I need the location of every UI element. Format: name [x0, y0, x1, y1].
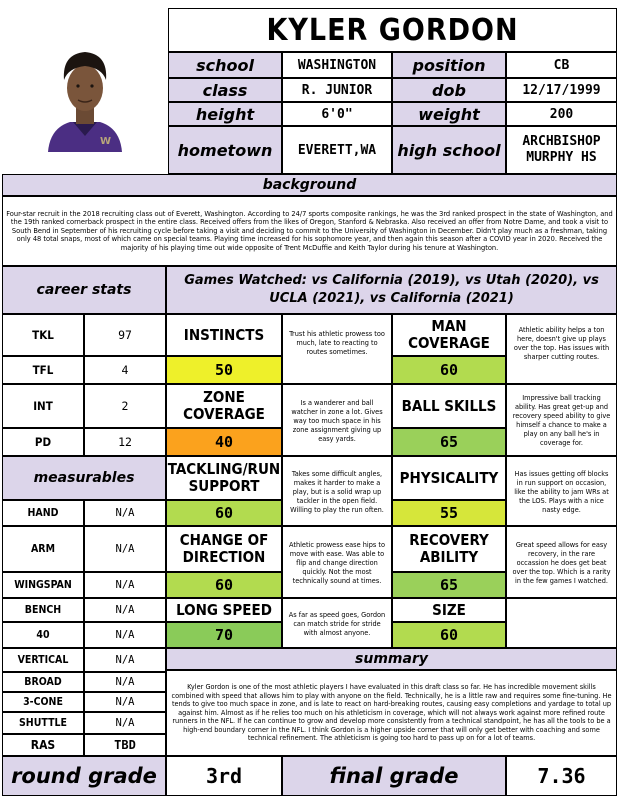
hometown-label: hometown [168, 126, 282, 174]
stat-label: TKL [2, 314, 84, 356]
trait-name: PHYSICALITY [392, 456, 506, 500]
player-photo [40, 40, 130, 152]
trait-name: MAN COVERAGE [392, 314, 506, 356]
measurable-value: N/A [84, 572, 166, 598]
school-label: school [168, 52, 282, 78]
trait-score: 60 [166, 500, 282, 526]
measurable-label: 40 [2, 622, 84, 648]
measurable-value: N/A [84, 526, 166, 572]
stat-value: 2 [84, 384, 166, 428]
class-label: class [168, 78, 282, 102]
class-value: R. JUNIOR [282, 78, 392, 102]
measurable-value: N/A [84, 598, 166, 622]
measurable-label: ARM [2, 526, 84, 572]
trait-note: Takes some difficult angles, makes it harder to make a play, but is a solid wrap up tackler in the open field. Willing to play the run often. [282, 456, 392, 526]
school-value: WASHINGTON [282, 52, 392, 78]
measurable-value: N/A [84, 672, 166, 692]
trait-score: 50 [166, 356, 282, 384]
height-value: 6'0" [282, 102, 392, 126]
trait-note: As far as speed goes, Gordon can match stride for stride with almost anyone. [282, 598, 392, 648]
trait-note [506, 598, 617, 648]
svg-text:W: W [100, 136, 112, 147]
measurable-value: N/A [84, 500, 166, 526]
dob-label: dob [392, 78, 506, 102]
height-label: height [168, 102, 282, 126]
trait-score: 60 [166, 572, 282, 598]
trait-score: 60 [392, 356, 506, 384]
summary-text: Kyler Gordon is one of the most athletic players I have evaluated in this draft class so far. He has incredible movement skills combined with speed that allows him to play with anyone on the field. Technically, he is a little raw and requires some fine-tuning. He tends to give too much space in zone, and is late to react on hard-breaking routes, causing easy completions and yardage to total up against him. Almost as if he relies too much on his athleticism in coverage, which will not always work against more refined route runners in the NFL. If he can continue to grow and develop more consistently from a technical standpoint, he has all the tools to be a high-end boundary corner in the NFL. I think Gordon is a higher upside corner that will only get better with coaching and some technical refinement. The athleticism is going too hard to pass up on for a lot of teams. [166, 670, 617, 756]
trait-name: BALL SKILLS [392, 384, 506, 428]
trait-score: 65 [392, 428, 506, 456]
trait-name: CHANGE OF DIRECTION [166, 526, 282, 572]
trait-score: 60 [392, 622, 506, 648]
career-stats-title: career stats [2, 266, 166, 314]
trait-name: SIZE [392, 598, 506, 622]
stat-label: INT [2, 384, 84, 428]
trait-note: Great speed allows for easy recovery, in the rare occassion he does get beat over the top. Which is a rarity in the few games I watched. [506, 526, 617, 598]
trait-note: Athletic prowess ease hips to move with ease. Was able to flip and change direction quickly. Not the most technically sound at times. [282, 526, 392, 598]
trait-note: Trust his athletic prowess too much, late to reacting to routes sometimes. [282, 314, 392, 384]
trait-name: INSTINCTS [166, 314, 282, 356]
trait-name: ZONE COVERAGE [166, 384, 282, 428]
trait-name: TACKLING/RUN SUPPORT [166, 456, 282, 500]
trait-name: RECOVERY ABILITY [392, 526, 506, 572]
final-grade-value: 7.36 [506, 756, 617, 796]
measurable-value: N/A [84, 692, 166, 712]
measurable-value: N/A [84, 622, 166, 648]
weight-value: 200 [506, 102, 617, 126]
player-name: KYLER GORDON [168, 8, 617, 52]
trait-score: 70 [166, 622, 282, 648]
trait-note: Impressive ball tracking ability. Has great get-up and recovery speed ability to give himself a chance to make a play on any ball he's in coverage for. [506, 384, 617, 456]
final-grade-label: final grade [282, 756, 506, 796]
measurable-label: WINGSPAN [2, 572, 84, 598]
summary-title: summary [166, 648, 617, 670]
high-school-label: high school [392, 126, 506, 174]
measurables-title: measurables [2, 456, 166, 500]
measurable-label: BROAD [2, 672, 84, 692]
measurable-label: VERTICAL [2, 648, 84, 672]
background-title: background [2, 174, 617, 196]
measurable-value: N/A [84, 648, 166, 672]
measurable-label: HAND [2, 500, 84, 526]
measurable-value: TBD [84, 734, 166, 756]
measurable-label: BENCH [2, 598, 84, 622]
stat-value: 12 [84, 428, 166, 456]
round-grade-label: round grade [2, 756, 166, 796]
trait-score: 65 [392, 572, 506, 598]
stat-value: 4 [84, 356, 166, 384]
trait-note: Is a wanderer and ball watcher in zone a lot. Gives way too much space in his zone assignment giving up easy yards. [282, 384, 392, 456]
games-watched: Games Watched: vs California (2019), vs Utah (2020), vs UCLA (2021), vs California (2021) [166, 266, 617, 314]
background-text: Four-star recruit in the 2018 recruiting class out of Everett, Washington. According to 24/7 sports composite rankings, he was the 3rd ranked prospect in the state of Washington, and the 19th ranked cornerback prospect in the entire class. Received offers from the likes of Oregon, Stanford & Nebraska. Also received an offer from Notre Dame, and took a visit to South Bend in September of his recruiting cycle before taking a visit and deciding to commit to the University of Washington in December. Didn't play much as a freshman, taking only 48 total snaps, most of which came on special teams. Playing time increased for his sophomore year, and then again this season after a COVID year in 2020. Received the majority of his playing time out wide opposite of Trent McDuffie and Keith Taylor during his tenure at Washington. [2, 196, 617, 266]
measurable-label: 3-CONE [2, 692, 84, 712]
stat-label: TFL [2, 356, 84, 384]
trait-note: Has issues getting off blocks in run support on occasion, like the ability to jam WRs at the LOS. Plays with a nice nasty edge. [506, 456, 617, 526]
trait-score: 55 [392, 500, 506, 526]
hometown-value: EVERETT,WA [282, 126, 392, 174]
measurable-value: N/A [84, 712, 166, 734]
dob-value: 12/17/1999 [506, 78, 617, 102]
trait-score: 40 [166, 428, 282, 456]
round-grade-value: 3rd [166, 756, 282, 796]
position-label: position [392, 52, 506, 78]
measurable-label: RAS [2, 734, 84, 756]
weight-label: weight [392, 102, 506, 126]
measurable-label: SHUTTLE [2, 712, 84, 734]
trait-note: Athletic ability helps a ton here, doesn't give up plays over the top. Has issues with sharper cutting routes. [506, 314, 617, 384]
stat-label: PD [2, 428, 84, 456]
stat-value: 97 [84, 314, 166, 356]
position-value: CB [506, 52, 617, 78]
high-school-value: ARCHBISHOP MURPHY HS [506, 126, 617, 174]
trait-name: LONG SPEED [166, 598, 282, 622]
